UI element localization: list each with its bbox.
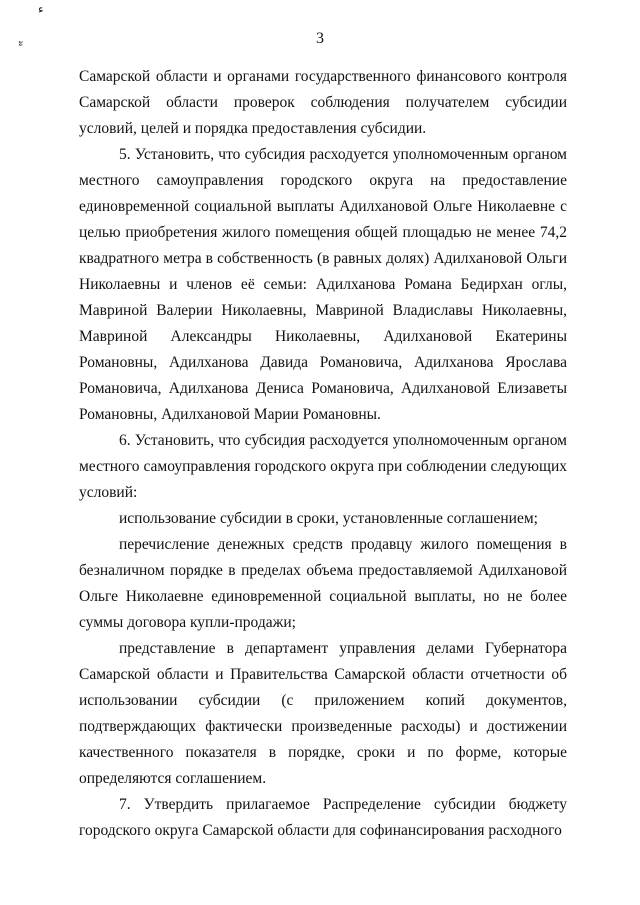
document-body (79, 64, 567, 844)
scan-mark: ะ (18, 38, 24, 49)
paragraph-continuation: Самарской области и органами государственного финансового контроля Самарской области проверок соблюдения получателем субсидии условий, целей и порядка предоставления субсидии. (79, 68, 567, 137)
paragraph-item-5: 5. Установить, что субсидия расходуется уполномоченным органом местного самоуправления городского округа на предоставление единовременной социальной выплаты Адилхановой Ольге Николаевне с целью приобретения жилого помещения общей площадью не менее 74,2 квадратного метра в собственность (в равных долях) Адилхановой Ольги Николаевны и членов её семьи: Адилханова Романа Бедирхан оглы, Мавриной Валерии Николаевны, Мавриной Владиславы Николаевны, Мавриной Александры Николаевны, Адилхановой Екатерины Романовны, Адилханова Давида Романовича, Адилханова Ярослава Романовича, Адилханова Дениса Романовича, Адилхановой Елизаветы Романовны, Адилхановой Марии Романовны. (79, 146, 567, 423)
page-number: 3 (316, 30, 324, 47)
scan-mark: ء (38, 2, 44, 16)
condition-transfer: перечисление денежных средств продавцу жилого помещения в безналичном порядке в пределах объема предоставляемой Адилхановой Ольге Николаевне единовременной социальной выплаты, но не более суммы договора купли-продажи; (79, 536, 567, 631)
condition-deadline: использование субсидии в сроки, установленные соглашением; (119, 510, 538, 527)
paragraph-item-6: 6. Установить, что субсидия расходуется уполномоченным органом местного самоуправления городского округа при соблюдении следующих условий: (79, 432, 567, 501)
condition-reporting: представление в департамент управления делами Губернатора Самарской области и Правительства Самарской области отчетности об использовании субсидии (с приложением копий документов, подтверждающих фактически произведенные расходы) и достижении качественного показателя в порядке, сроки и по форме, которые определяются соглашением. (79, 640, 567, 787)
paragraph-item-7: 7. Утвердить прилагаемое Распределение субсидии бюджету городского округа Самарской области для софинансирования расходного (79, 796, 567, 839)
